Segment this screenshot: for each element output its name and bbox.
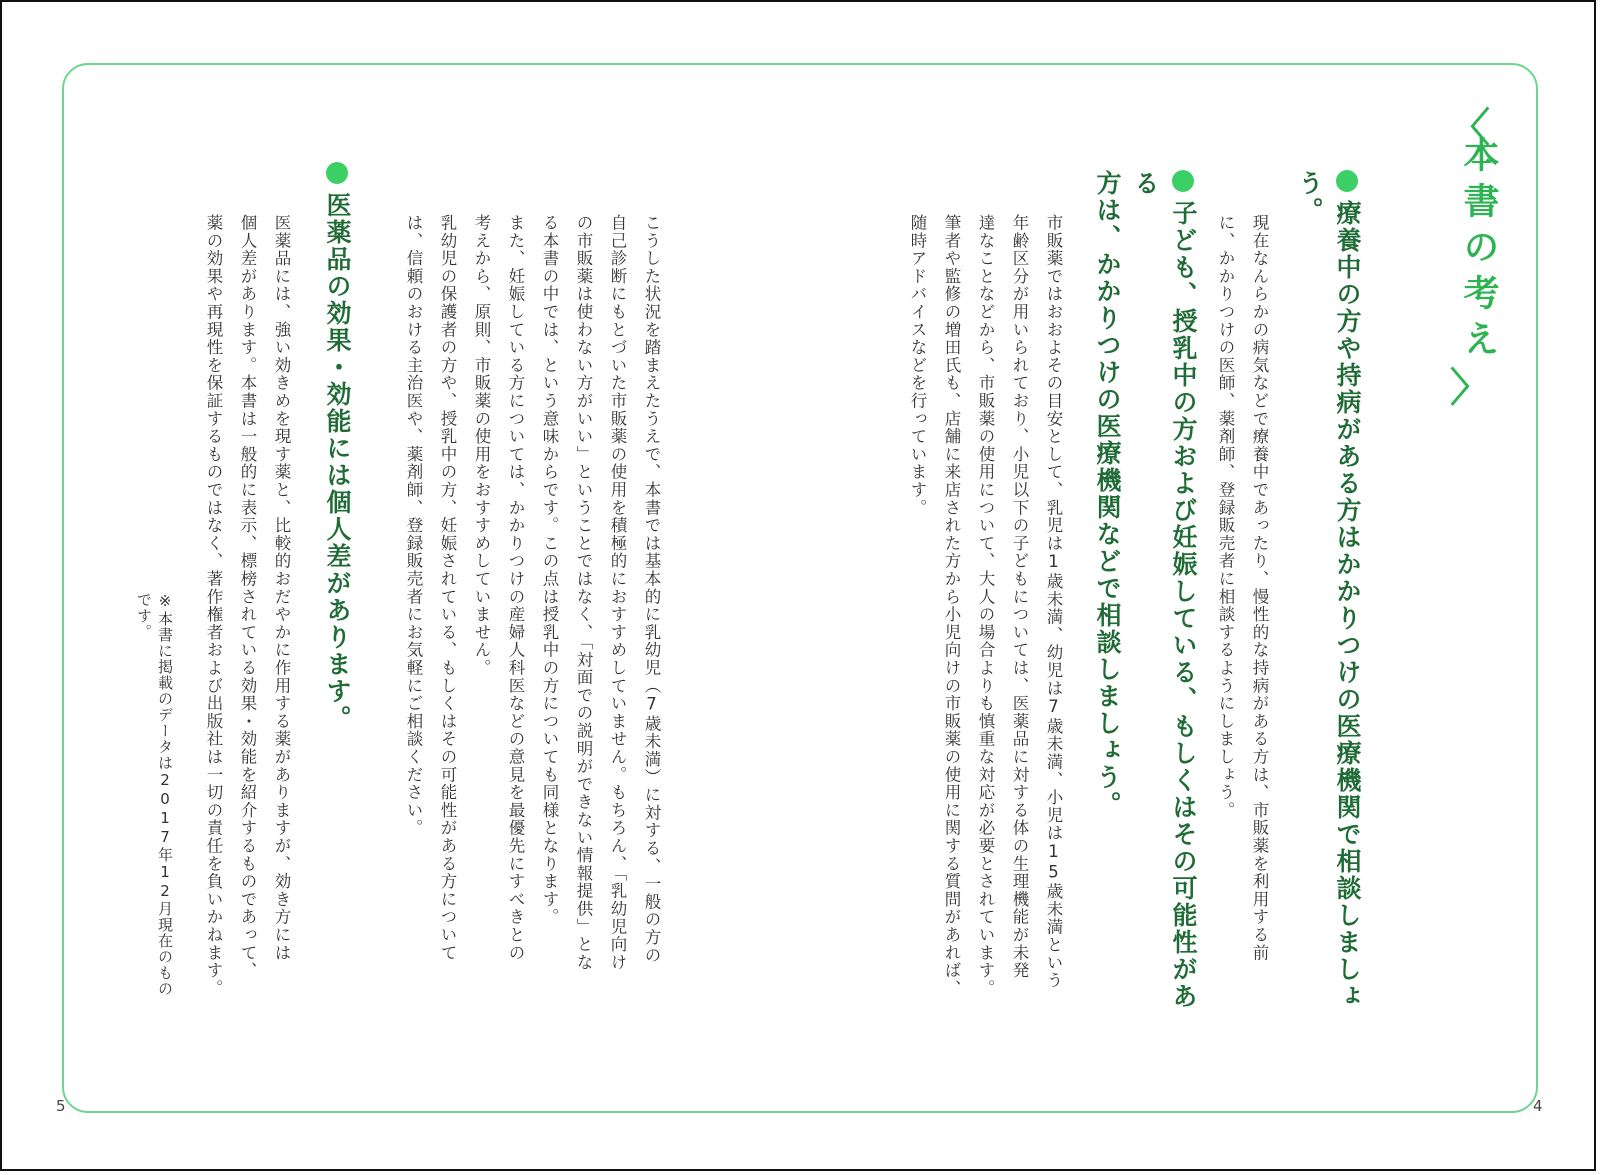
page-number-left: 5	[56, 1097, 66, 1115]
section-4-body: 医薬品には、強い効きめを現す薬と、比較的おだやかに作用する薬がありますが、効き方には 個人差があります。本書は一般的に表示、標榜されている効果・効能を紹介するものであって、 薬の効果や再現性を保証するものではなく、著作権者および出版社は一切の責任を負いかねます。	[204, 214, 291, 998]
section-1-body: 現在なんらかの病気などで療養中であったり、慢性的な持病がある方は、市販薬を利用する前 に、かかりつけの医師、薬剤師、登録販売者に相談するようにしましょう。	[1216, 214, 1269, 962]
page-title: 本書の考え	[1458, 136, 1499, 366]
title-close-bracket: 〉	[1450, 365, 1490, 411]
section-2-body: 市販薬ではおおよその目安として、乳児は1歳未満、幼児は7歳未満、小児は15歳未満という 年齢区分が用いられており、小児以下の子どもについては、医薬品に対する体の生理機能が未発 達なことなどから、市販薬の使用について、大人の場合よりも慎重な対応が必要とされています。 筆者や監修の増田氏も、店舗に来店された方から小児向けの市販薬の使用に関する質問があれば、 随時アドバイスなどを行っています。	[908, 214, 1063, 998]
section-1-heading: 療養中の方や持病がある方はかかりつけの医療機関で相談しましょう。	[1295, 170, 1362, 1010]
footnote: ※本書に掲載のデータは2017年12月現在のものです。	[135, 592, 174, 997]
title-open-bracket: 〈	[1450, 105, 1490, 151]
section-4-heading: 医薬品の効果・効能には個人差があります。	[318, 162, 356, 762]
page-number-right: 4	[1533, 1097, 1543, 1115]
bullet-icon	[326, 162, 348, 184]
section-2-heading: 子ども、授乳中の方および妊娠している、もしくはその可能性がある 方は、かかりつけの医療機関などで相談しましょう。	[1093, 170, 1198, 1010]
bullet-icon	[1336, 170, 1358, 192]
section-3-body: こうした状況を踏まえたうえで、本書では基本的に乳幼児（7歳未満）に対する、一般の方の 自己診断にもとづいた市販薬の使用を積極的におすすめしていません。もちろん、「乳幼児向け の市販薬は使わない方がいい」ということではなく、「対面での説明ができない情報提供」とな る本書の中では、という意味からです。この点は授乳中の方についても同様となります。 また、妊娠している方については、かかりつけの産婦人科医などの意見を最優先にすべきとの 考えから、原則、市販薬の使用をおすすめしていません。 乳幼児の保護者の方や、授乳中の方、妊娠されている、もしくはその可能性がある方について は、信頼のおける主治医や、薬剤師、登録販売者にお気軽にご相談ください。	[404, 214, 661, 972]
bullet-icon	[1172, 170, 1194, 192]
